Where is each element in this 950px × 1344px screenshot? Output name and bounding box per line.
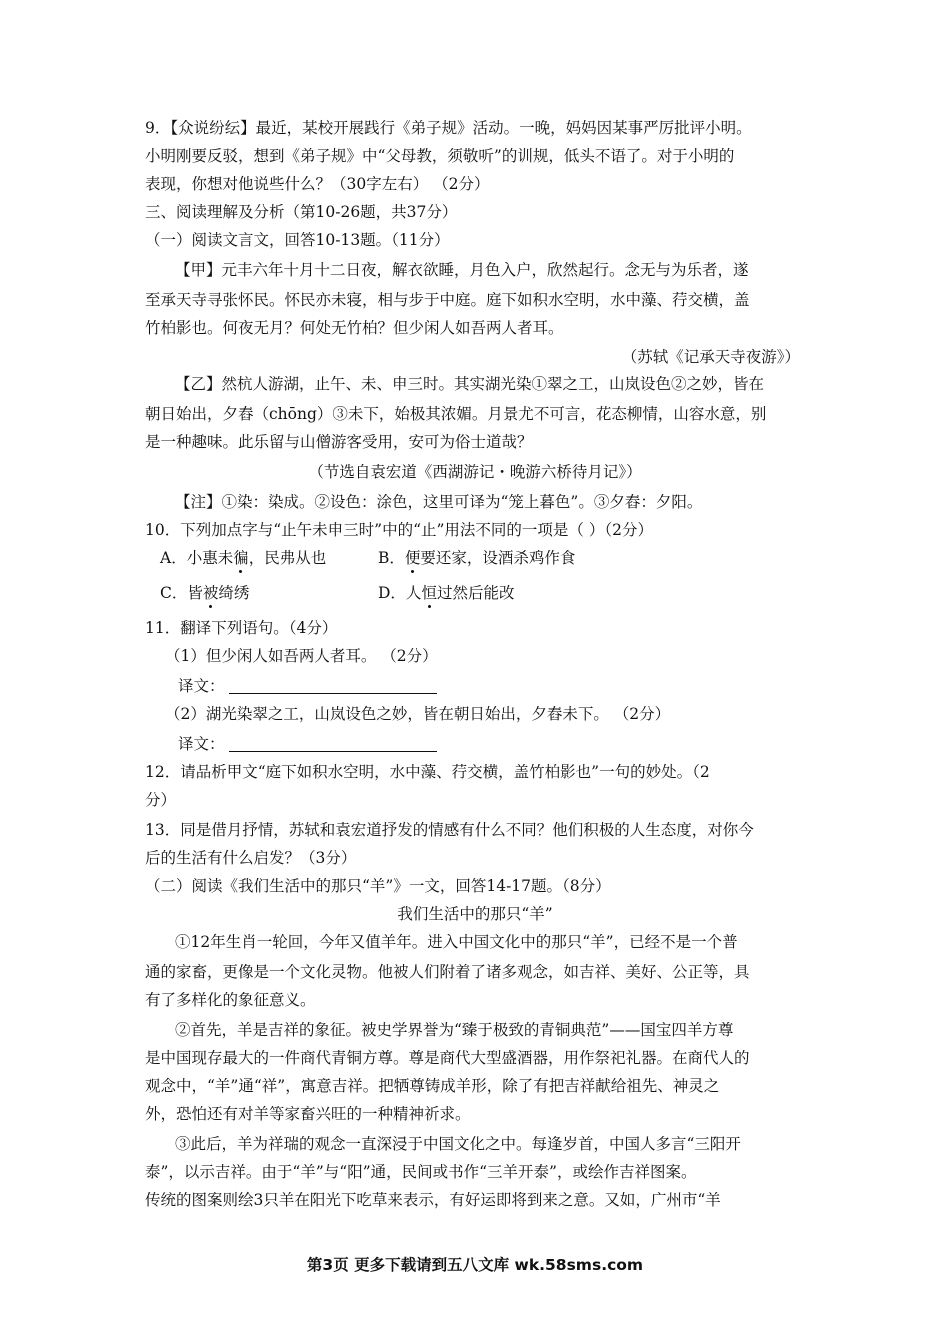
q10-option-b[interactable] (378, 548, 575, 568)
q9-line-2: 小明刚要反驳，想到《弟子规》中“父母教，须敬听”的训规，低头不语了。对于小明的 (145, 147, 735, 165)
option-d-prefix: D．人 (378, 584, 422, 602)
q13-line-1: 13．同是借月抒情，苏轼和袁宏道抒发的情感有什么不同？他们积极的人生态度，对你今 (145, 821, 754, 839)
translation-label: 译文： (178, 677, 225, 695)
answer-blank-1[interactable] (229, 677, 437, 694)
section-3-heading: 三、阅读理解及分析（第10-26题，共37分） (145, 203, 458, 221)
option-c-suffix: 绮绣 (218, 584, 250, 602)
option-c-dotted-char: 被 (202, 584, 219, 602)
option-b-dotted-char: 便 (404, 549, 421, 567)
q11-part-2: （2）湖光染翠之工，山岚设色之妙，皆在朝日始出，夕舂未下。 （2分） (165, 705, 671, 723)
text-jia-source: （苏轼《记承天寺夜游》） (621, 348, 800, 366)
option-b-prefix: B． (378, 549, 405, 567)
q9-line-1: 9．【众说纷纭】最近，某校开展践行《弟子规》活动。一晚，妈妈因某事严厉批评小明。 (145, 119, 752, 137)
q9-line-3: 表现，你想对他说些什么？（30字左右） （2分） (145, 175, 490, 193)
option-a-prefix: A．小惠未 (160, 549, 234, 567)
q10-option-d[interactable] (378, 583, 514, 603)
text-yi-line-1: 【乙】然杭人游湖，止午、未、申三时。其实湖光染①翠之工，山岚设色②之妙，皆在 (175, 375, 765, 393)
text-jia-line-2: 至承天寺寻张怀民。怀民亦未寝，相与步于中庭。庭下如积水空明，水中藻、荇交横，盖 (145, 291, 750, 309)
article-p3-line-2: 泰”，以示吉祥。由于“羊”与“阳”通，民间或书作“三羊开泰”，或绘作吉祥图案。 (145, 1163, 697, 1181)
q12-line-1: 12．请品析甲文“庭下如积水空明，水中藻、荇交横，盖竹柏影也”一句的妙处。（2 (145, 763, 710, 781)
text-jia-line-3: 竹柏影也。何夜无月？何处无竹柏？但少闲人如吾两人者耳。 (145, 319, 564, 337)
q11-answer-2[interactable] (178, 734, 437, 754)
translation-label: 译文： (178, 735, 225, 753)
article-p1-line-2: 通的家畜，更像是一个文化灵物。他被人们附着了诸多观念，如吉祥、美好、公正等，具 (145, 963, 750, 981)
answer-blank-2[interactable] (229, 735, 437, 752)
option-b-suffix: 要还家，设酒杀鸡作食 (420, 549, 576, 567)
q12-line-2: 分） (145, 791, 177, 809)
q10-option-c[interactable] (160, 583, 249, 603)
q11-part-1: （1）但少闲人如吾两人者耳。 （2分） (165, 647, 438, 665)
article-p2-line-3: 观念中，“羊”通“祥”，寓意吉祥。把牺尊铸成羊形，除了有把吉祥献给祖先、神灵之 (145, 1077, 720, 1095)
q11-stem: 11．翻译下列语句。（4分） (145, 619, 338, 637)
option-a-suffix: ，民弗从也 (248, 549, 327, 567)
option-d-suffix: 过然后能改 (436, 584, 515, 602)
article-p3-line-1: ③此后，羊为祥瑞的观念一直深浸于中国文化之中。每逢岁首，中国人多言“三阳开 (175, 1135, 741, 1153)
page-footer: 第3页 更多下载请到五八文库 wk.58sms.com (306, 1256, 644, 1274)
article-p1-line-1: ①12年生肖一轮回，今年又值羊年。进入中国文化中的那只“羊”，已经不是一个普 (175, 933, 738, 951)
option-a-dotted-char: 徧 (233, 549, 249, 567)
part-2-heading: （二）阅读《我们生活中的那只“羊”》一文，回答14-17题。（8分） (145, 877, 611, 895)
text-yi-line-3: 是一种趣味。此乐留与山僧游客受用，安可为俗士道哉？ (145, 433, 533, 451)
article-p2-line-1: ②首先，羊是吉祥的象征。被史学界誉为“臻于极致的青铜典范”——国宝四羊方尊 (175, 1021, 734, 1039)
q10-stem: 10．下列加点字与“止午未申三时”中的“止”用法不同的一项是（ ）（2分） (145, 521, 653, 539)
option-d-dotted-char: 恒 (421, 584, 437, 602)
notes-line: 【注】①染：染成。②设色：涂色，这里可译为“笼上暮色”。③夕舂：夕阳。 (175, 493, 703, 511)
part-1-heading: （一）阅读文言文，回答10-13题。（11分） (145, 231, 450, 249)
article-p1-line-3: 有了多样化的象征意义。 (145, 991, 316, 1009)
q11-answer-1[interactable] (178, 676, 437, 696)
text-yi-line-2: 朝日始出，夕舂（chōng）③未下，始极其浓媚。月景尤不可言，花态柳情，山容水意，别 (145, 405, 767, 423)
article-p2-line-4: 外，恐怕还有对羊等家畜兴旺的一种精神祈求。 (145, 1105, 471, 1123)
text-jia-line-1: 【甲】元丰六年十月十二日夜，解衣欲睡，月色入户，欣然起行。念无与为乐者，遂 (175, 261, 749, 279)
article-title: 我们生活中的那只“羊” (397, 905, 553, 923)
q10-option-a[interactable] (160, 548, 326, 568)
article-p3-line-3: 传统的图案则绘3只羊在阳光下吃草来表示，有好运即将到来之意。又如，广州市“羊 (145, 1191, 721, 1209)
option-c-prefix: C．皆 (160, 584, 203, 602)
q13-line-2: 后的生活有什么启发？（3分） (145, 849, 357, 867)
article-p2-line-2: 是中国现存最大的一件商代青铜方尊。尊是商代大型盛酒器，用作祭祀礼器。在商代人的 (145, 1049, 750, 1067)
text-yi-source: （节选自袁宏道《西湖游记・晚游六桥待月记》） (308, 463, 642, 481)
